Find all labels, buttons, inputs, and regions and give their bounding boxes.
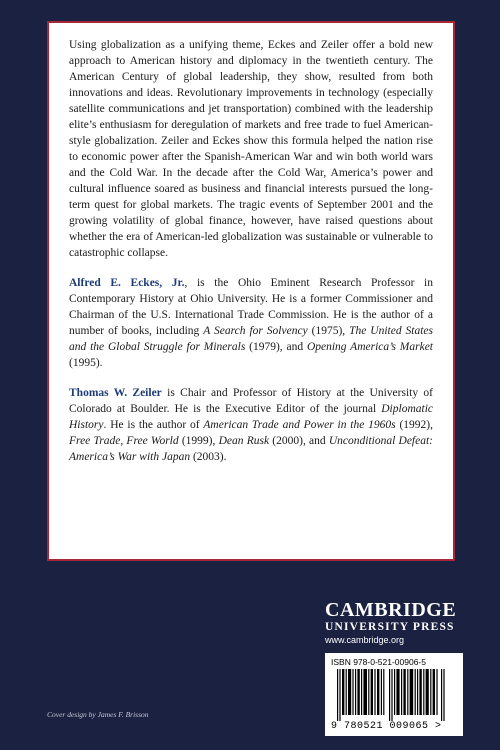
- blurb-paragraph: Using globalization as a unifying theme, Eckes and Zeiler offer a bold new approach to American history and diplomacy in the twentieth century. The American Century of global leadership, they show, resulted from both innovations and ideas. Revolutionary improvements in technology (especially satellite communications and jet transportation) combined with the leadership elite’s enthusiasm for deregulation of markets and free trade to fuel American-style globalization. Zeiler and Eckes show this formula helped the nation rise to economic power after the Spanish-American War and win both world wars and the Cold War. In the decade after the Cold War, America’s power and cultural influence soared as business and financial interests pursued the long-term quest for global markets. The tragic events of September 2001 and the growing volatility of global finance, however, have raised questions about whether the era of American-led globalization was sustainable or vulnerable to catastrophic collapse.: [69, 39, 433, 259]
- book-title: American Trade and Power in the 1960s: [203, 419, 396, 431]
- bio-text: (1992),: [395, 419, 433, 431]
- author-name-eckes: Alfred E. Eckes, Jr.: [69, 277, 185, 289]
- book-title: Dean Rusk: [218, 435, 270, 447]
- book-title: Unconditional Defeat: America’s War with Japan: [69, 435, 433, 463]
- bio-text: (1995).: [69, 357, 103, 369]
- author-bio-zeiler: [69, 385, 433, 465]
- bio-text: . He is the author of: [103, 419, 204, 431]
- publisher-logo: [325, 600, 465, 646]
- book-title: A Search for Solvency: [203, 325, 308, 337]
- publisher-subname: UNIVERSITY PRESS: [325, 621, 455, 633]
- bio-text: is Chair and Professor of History at the University of Colorado at Boulder. He is the Executive Editor of the journal: [69, 387, 434, 415]
- bio-text: (1999),: [178, 435, 219, 447]
- publisher-name: CAMBRIDGE: [325, 599, 457, 621]
- bio-text: (1979), and: [245, 341, 307, 353]
- author-bio-eckes: [69, 275, 433, 371]
- barcode-digits: 9 780521 009065 >: [331, 721, 442, 732]
- author-name-zeiler: Thomas W. Zeiler: [69, 387, 162, 399]
- isbn-barcode: [325, 653, 463, 736]
- bio-text: (2003).: [190, 451, 227, 463]
- back-cover-text-panel: [47, 21, 455, 561]
- barcode-icon: [331, 669, 457, 721]
- bio-text: , is the Ohio Eminent Research Professor in Contemporary History at Ohio University. He is a former Commissioner and Chairman of the U.S. International Trade Commission. He is the author of a number of books, including: [69, 277, 433, 337]
- cover-design-credit: Cover design by James F. Brisson: [47, 710, 149, 719]
- book-title: Free Trade, Free World: [69, 435, 179, 447]
- book-title: Opening America’s Market: [306, 341, 433, 353]
- journal-title: Diplomatic History: [69, 403, 433, 431]
- isbn-label: ISBN 978-0-521-00906-5: [331, 657, 426, 667]
- bio-text: (2000), and: [269, 435, 329, 447]
- publisher-url: www.cambridge.org: [325, 635, 405, 645]
- bio-text: (1975),: [307, 325, 350, 337]
- book-title: The United States and the Global Struggle for Minerals: [69, 325, 433, 353]
